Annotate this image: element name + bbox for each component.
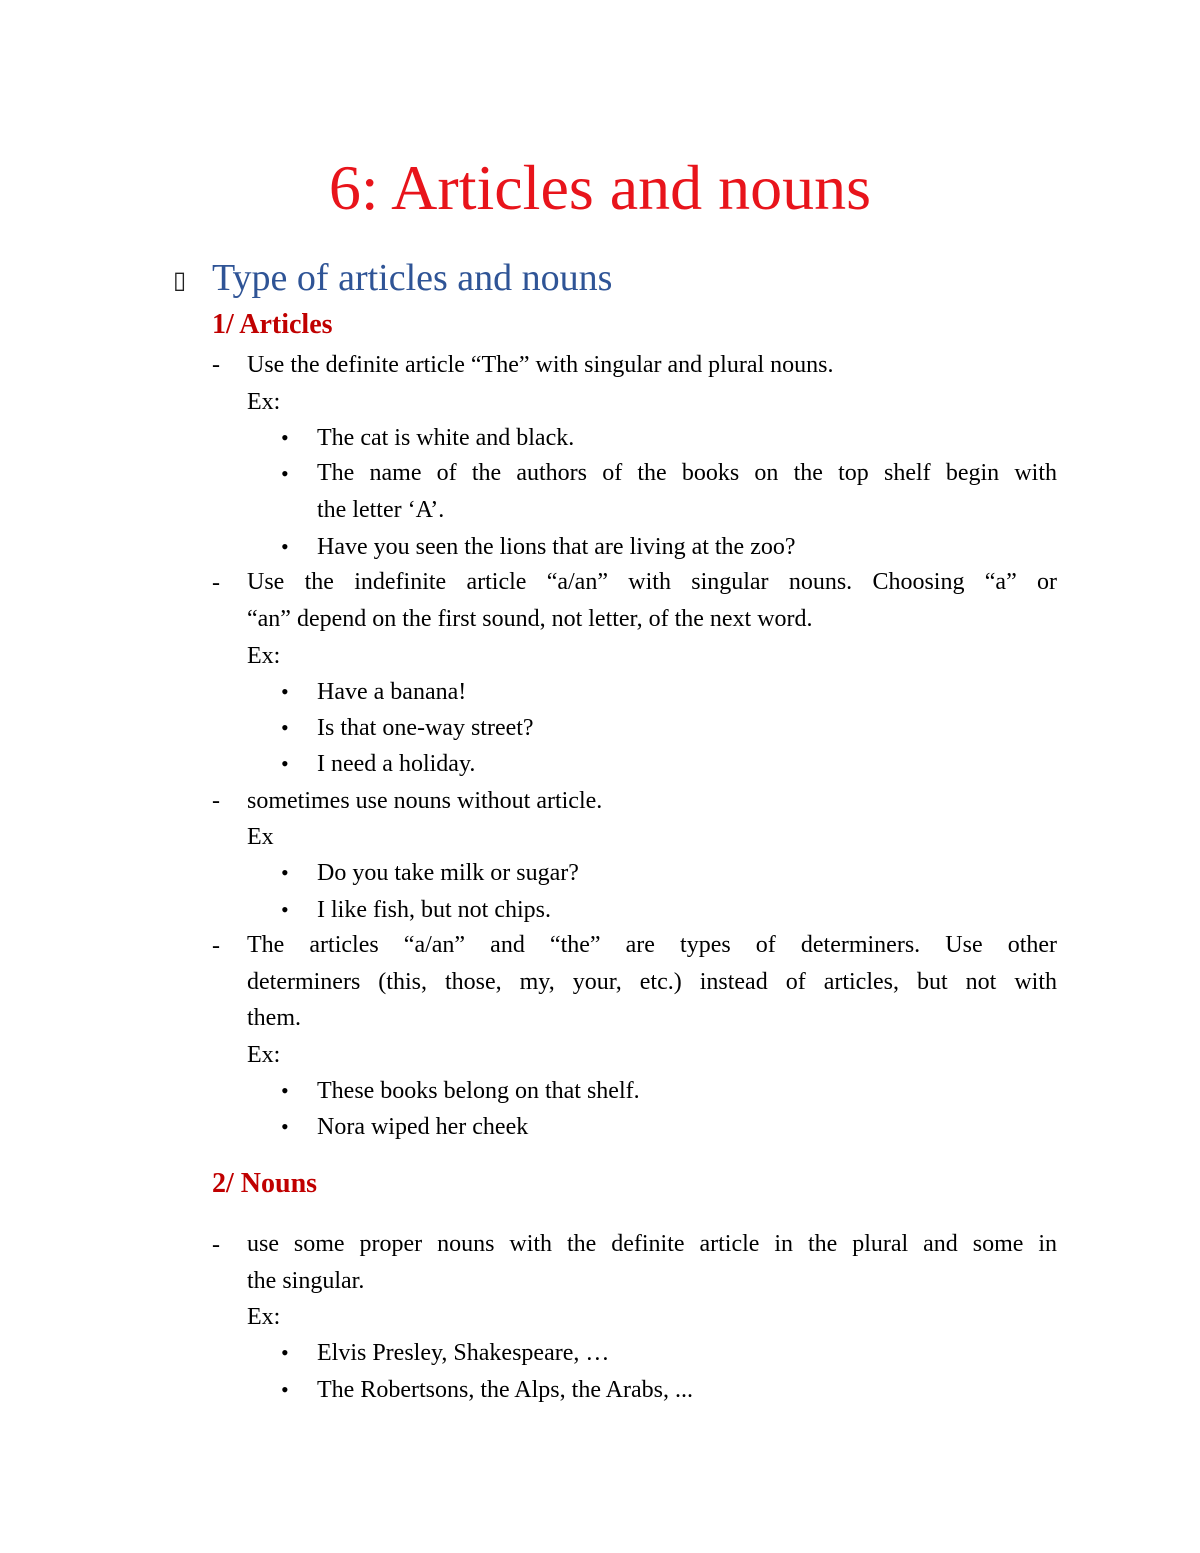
bullet-icon: • (281, 751, 289, 776)
missing-glyph-icon: ▯ (173, 266, 187, 294)
rule-dash: - (212, 570, 220, 596)
bullet-icon: • (281, 860, 289, 885)
example-label: Ex: (247, 643, 281, 669)
bullet-icon: • (281, 1114, 289, 1139)
example-label: Ex (247, 824, 274, 850)
example-item: Have a banana! (317, 679, 467, 705)
rule-dash: - (212, 933, 220, 959)
rule-dash: - (212, 788, 220, 814)
section-heading: Type of articles and nouns (212, 257, 613, 299)
rule-text-line: The articles “a/an” and “the” are types of determiners. Use other (247, 932, 1057, 958)
example-item-line: The name of the authors of the books on the top shelf begin with (317, 460, 1057, 486)
example-item-line: the letter ‘A’. (317, 496, 445, 523)
example-item: Is that one-way street? (317, 715, 534, 741)
rule-dash: - (212, 1232, 220, 1258)
example-item (317, 455, 1057, 528)
bullet-icon: • (281, 461, 289, 486)
nouns-heading: 2/ Nouns (212, 1168, 318, 1199)
rule-text: Use the definite article “The” with singular and plural nouns. (247, 352, 834, 378)
rule-dash: - (212, 352, 220, 378)
rule-text-line: Use the indefinite article “a/an” with singular nouns. Choosing “a” or (247, 569, 1057, 595)
bullet-icon: • (281, 1078, 289, 1103)
articles-heading: 1/ Articles (212, 309, 333, 340)
example-item: Have you seen the lions that are living at the zoo? (317, 534, 796, 560)
example-item: I like fish, but not chips. (317, 897, 551, 923)
bullet-icon: • (281, 679, 289, 704)
example-label: Ex: (247, 389, 281, 415)
example-item: Elvis Presley, Shakespeare, … (317, 1340, 610, 1366)
example-item: I need a holiday. (317, 751, 476, 777)
example-label: Ex: (247, 1304, 281, 1330)
bullet-icon: • (281, 425, 289, 450)
bullet-icon: • (281, 897, 289, 922)
rule-text (247, 1226, 1057, 1299)
example-item: These books belong on that shelf. (317, 1078, 640, 1104)
bullet-icon: • (281, 1377, 289, 1402)
rule-text (247, 564, 1057, 637)
example-label: Ex: (247, 1042, 281, 1068)
example-item: Nora wiped her cheek (317, 1114, 529, 1140)
rule-text-line: them. (247, 1005, 301, 1031)
rule-text-line: use some proper nouns with the definite article in the plural and some in (247, 1231, 1057, 1257)
bullet-icon: • (281, 1340, 289, 1365)
example-item: Do you take milk or sugar? (317, 860, 579, 886)
rule-text-line: determiners (this, those, my, your, etc.) instead of articles, but not with (247, 968, 1057, 995)
page-title: 6: Articles and nouns (328, 152, 872, 223)
rule-text: sometimes use nouns without article. (247, 788, 603, 814)
bullet-icon: • (281, 715, 289, 740)
rule-text-line: the singular. (247, 1267, 365, 1294)
bullet-icon: • (281, 534, 289, 559)
rule-text-line: “an” depend on the first sound, not letter, of the next word. (247, 605, 813, 632)
rule-text (247, 927, 1057, 1037)
example-item: The Robertsons, the Alps, the Arabs, ... (317, 1377, 693, 1403)
example-item: The cat is white and black. (317, 425, 575, 451)
